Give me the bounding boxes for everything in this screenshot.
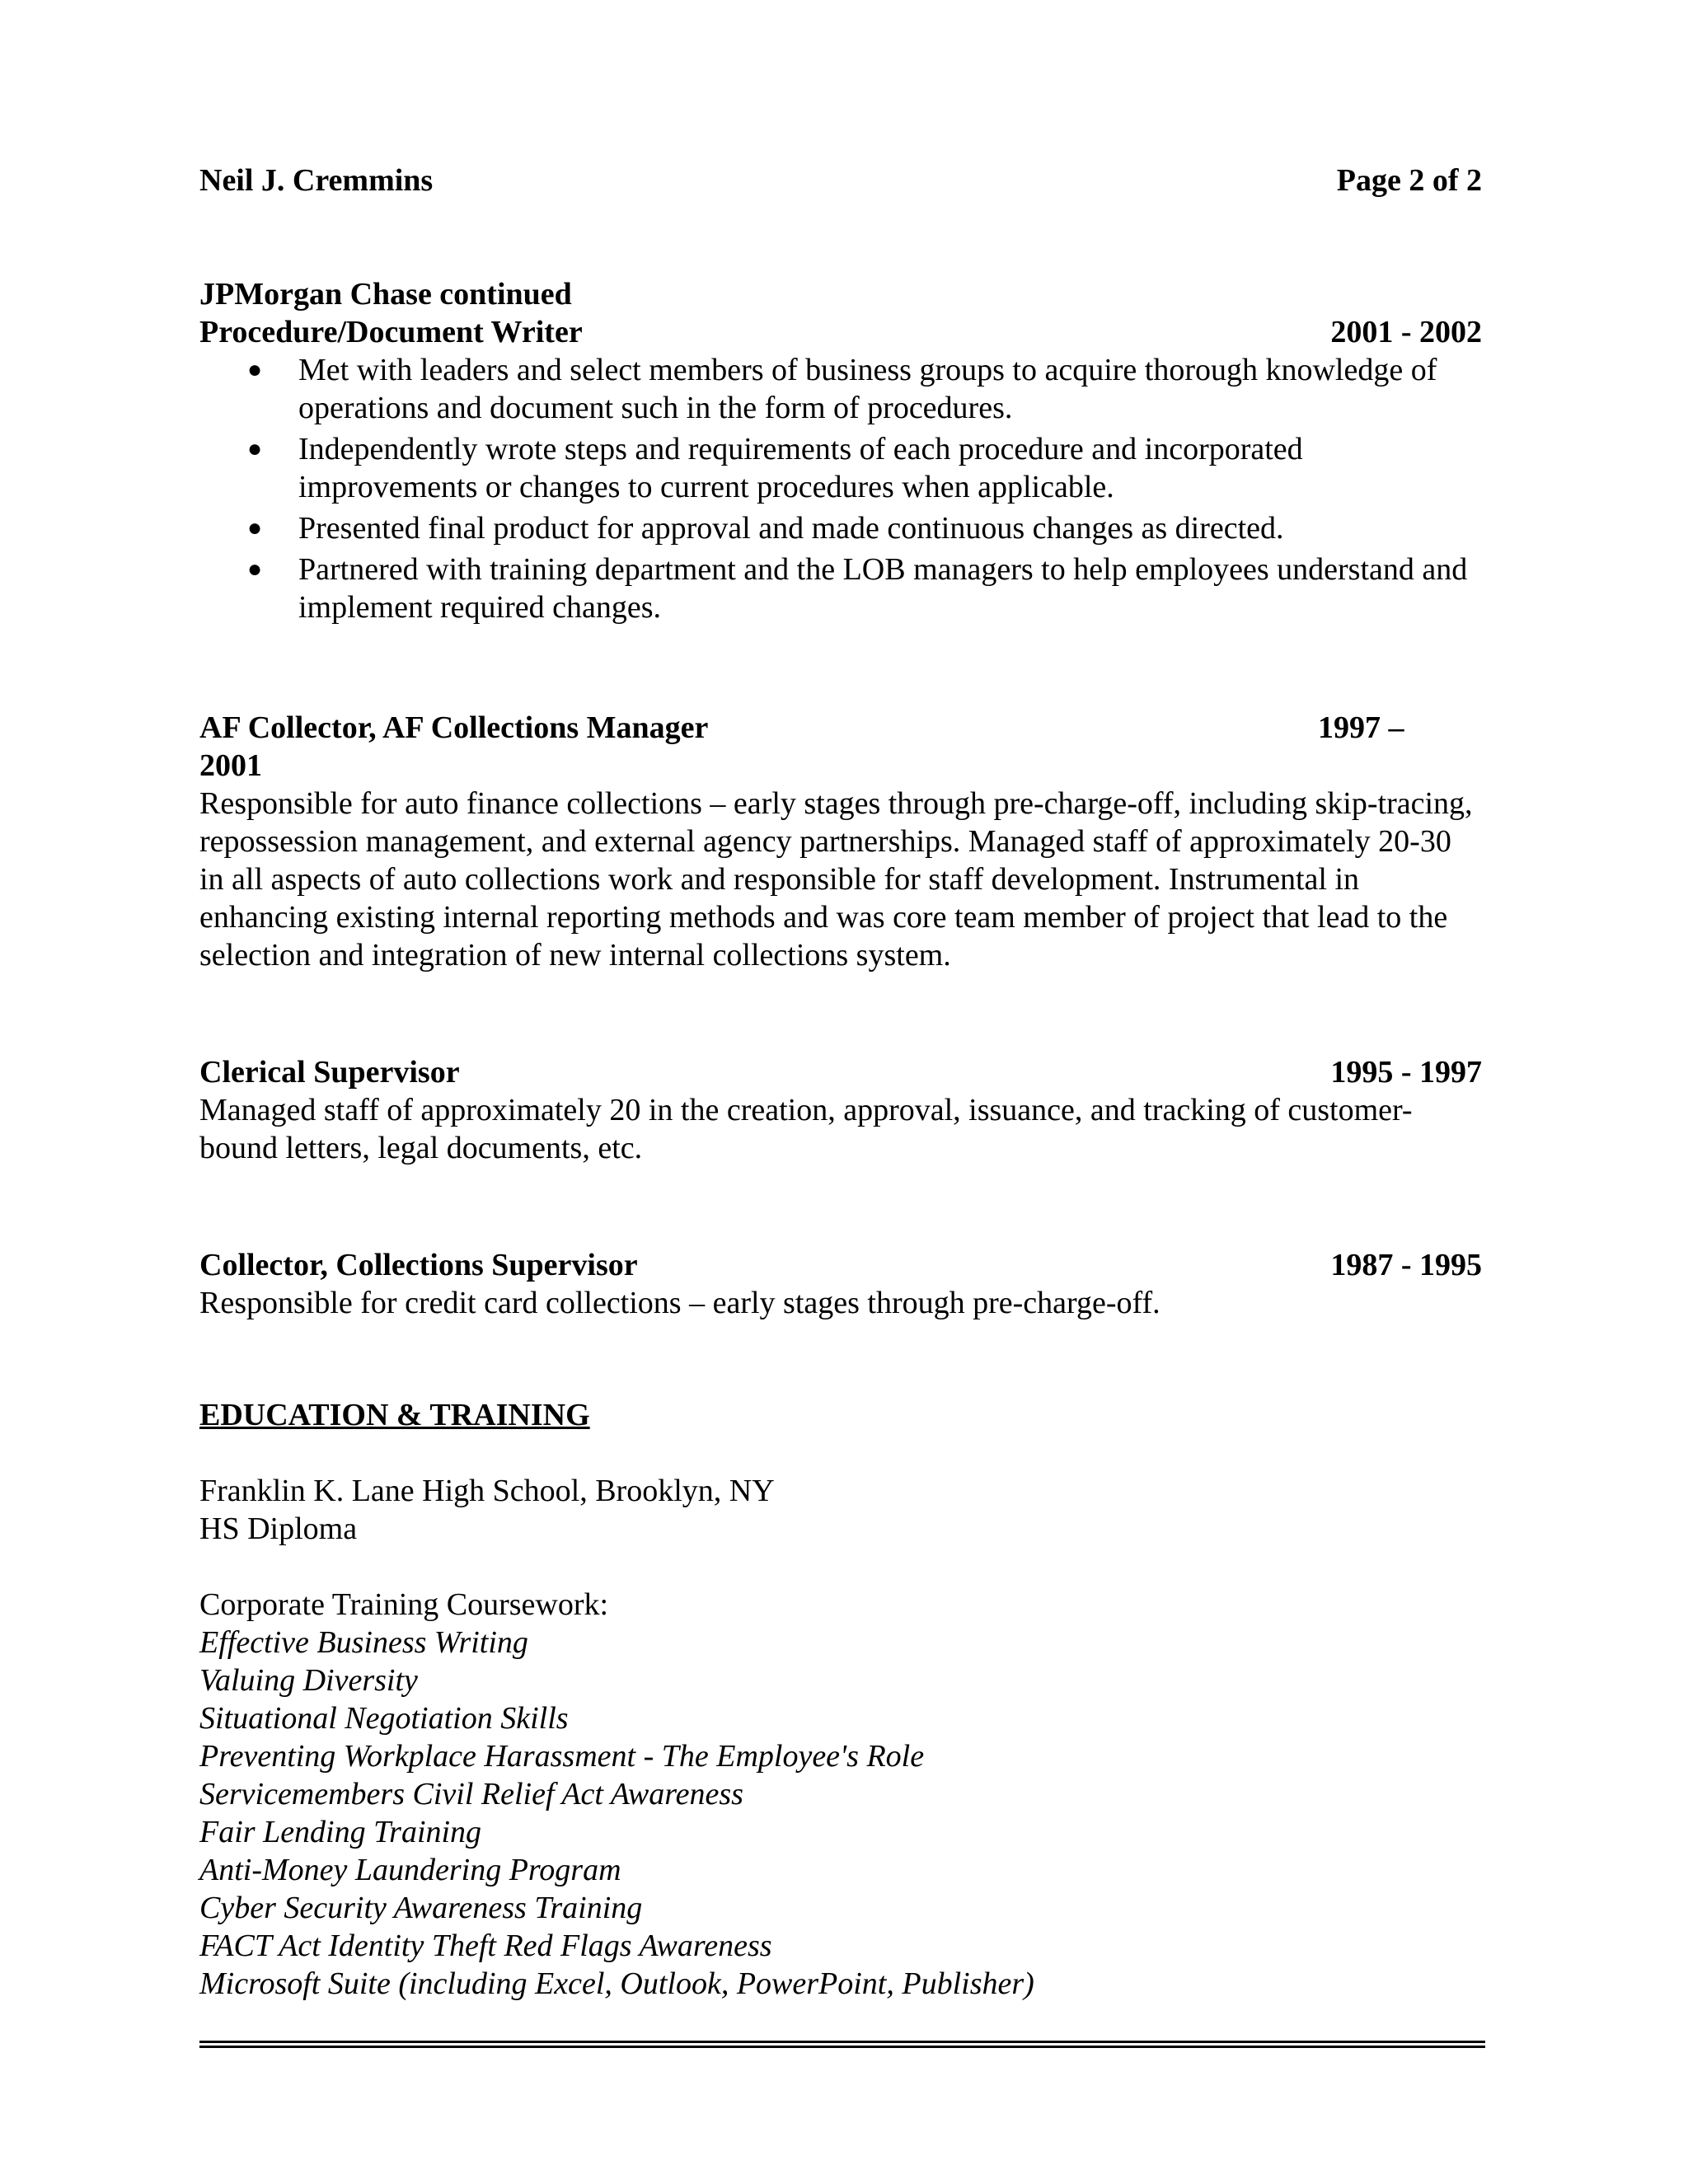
page-header <box>199 162 1482 199</box>
bullet-icon: ● <box>247 514 263 541</box>
candidate-name: Neil J. Cremmins <box>199 163 434 198</box>
course-item: Microsoft Suite (including Excel, Outlook, PowerPoint, Publisher) <box>199 1966 1034 2001</box>
school-name: Franklin K. Lane High School, Brooklyn, NY <box>199 1474 775 1508</box>
job-title-row <box>199 709 1482 747</box>
footer-double-rule <box>199 2041 1485 2048</box>
bullet-text: Presented final product for approval and made continuous changes as directed. <box>298 511 1284 546</box>
bullet-text: Independently wrote steps and requirements of each procedure and incorporated improvements or changes to current procedures when applicable. <box>298 432 1303 504</box>
job-entry-collector <box>199 1246 1482 1322</box>
job-entry-af-collector <box>199 709 1482 974</box>
job-title-row <box>199 1053 1482 1091</box>
bullet-icon: ● <box>247 435 263 462</box>
course-item: Fair Lending Training <box>199 1815 482 1849</box>
degree: HS Diploma <box>199 1511 358 1546</box>
bullet-icon: ● <box>247 555 263 583</box>
training-heading: Corporate Training Coursework: <box>199 1587 609 1622</box>
job-dates: 1987 - 1995 <box>1330 1248 1482 1282</box>
job-title-row <box>199 313 1482 351</box>
education-section <box>199 1396 1482 2003</box>
course-item: Effective Business Writing <box>199 1625 528 1660</box>
job-bullet-list <box>199 351 1482 626</box>
company-name: JPMorgan Chase continued <box>199 277 572 312</box>
job-dates-end: 2001 <box>199 748 262 783</box>
job-description: Responsible for auto finance collections – early stages through pre-charge-off, including skip-tracing, repossession management, and external agency partnerships. Managed staff of approximately 20-30 in all aspects of auto collections work and responsible for staff development. Instrumental in enhancing existing internal reporting methods and was core team member of project that lead to the selection and integration of new internal collections system. <box>199 786 1473 972</box>
job-description: Managed staff of approximately 20 in the creation, approval, issuance, and tracking of customer-bound letters, legal documents, etc. <box>199 1093 1413 1165</box>
job-title: AF Collector, AF Collections Manager <box>199 710 709 745</box>
job-description: Responsible for credit card collections – early stages through pre-charge-off. <box>199 1286 1160 1320</box>
course-item: Preventing Workplace Harassment - The Employee's Role <box>199 1739 925 1774</box>
course-item: FACT Act Identity Theft Red Flags Awareness <box>199 1929 772 1963</box>
page-number: Page 2 of 2 <box>1336 163 1482 198</box>
job-title: Procedure/Document Writer <box>199 315 583 349</box>
job-title: Collector, Collections Supervisor <box>199 1248 638 1282</box>
resume-content <box>199 162 1482 2003</box>
course-item: Servicemembers Civil Relief Act Awareness <box>199 1777 743 1811</box>
job-bullet <box>199 430 1482 506</box>
job-entry-procedure-writer <box>199 275 1482 626</box>
job-dates: 2001 - 2002 <box>1330 315 1482 349</box>
job-dates-start: 1997 – <box>1318 710 1404 745</box>
bullet-text: Partnered with training department and the LOB managers to help employees understand and implement required changes. <box>298 552 1468 625</box>
job-bullet <box>199 551 1482 626</box>
course-item: Situational Negotiation Skills <box>199 1701 569 1736</box>
course-item: Cyber Security Awareness Training <box>199 1891 643 1925</box>
course-item: Valuing Diversity <box>199 1663 418 1698</box>
bullet-icon: ● <box>247 356 263 383</box>
job-bullet <box>199 351 1482 427</box>
job-bullet <box>199 509 1482 547</box>
section-heading: EDUCATION & TRAINING <box>199 1398 590 1432</box>
job-title: Clerical Supervisor <box>199 1055 460 1090</box>
job-dates: 1995 - 1997 <box>1330 1055 1482 1090</box>
bullet-text: Met with leaders and select members of business groups to acquire thorough knowledge of operations and document such in the form of procedures. <box>298 353 1437 425</box>
course-item: Anti-Money Laundering Program <box>199 1853 621 1887</box>
job-entry-clerical-supervisor <box>199 1053 1482 1167</box>
job-title-row <box>199 1246 1482 1284</box>
